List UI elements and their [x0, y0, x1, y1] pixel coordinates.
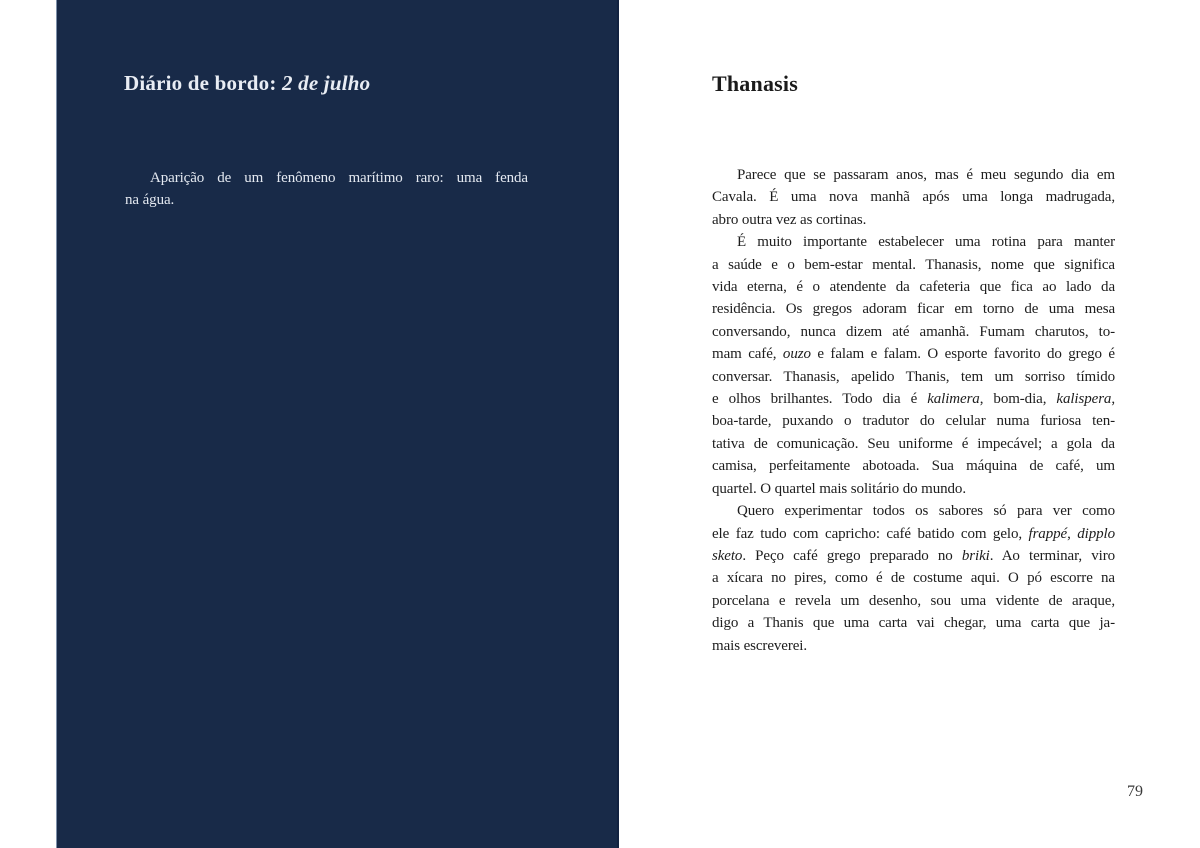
text-line: conversando, nunca dizem até amanhã. Fumam charutos, to-: [712, 323, 1115, 340]
text-line: mais escreverei.: [712, 637, 808, 654]
text-line: vida eterna, é o atendente da cafeteria que fica ao lado da: [712, 279, 1115, 296]
left-page-text: [125, 167, 528, 212]
text-line: mam café, ouzo e falam e falam. O esporte favorito do grego é: [712, 346, 1115, 363]
text-line: ele faz tudo com capricho: café batido com gelo, frappé, dipplo: [712, 525, 1115, 542]
text-line: abro outra vez as cortinas.: [712, 211, 867, 228]
text-line: Quero experimentar todos os sabores só para ver como: [737, 503, 1115, 520]
left-title-italic: 2 de julho: [281, 71, 371, 95]
text-line: conversar. Thanasis, apelido Thanis, tem um sorriso tímido: [712, 368, 1115, 385]
text-line: Aparição de um fenômeno marítimo raro: uma fenda: [150, 170, 528, 186]
left-page-title: [124, 71, 370, 96]
right-page: [621, 0, 1200, 848]
text-line: residência. Os gregos adoram ficar em torno de uma mesa: [712, 301, 1115, 318]
text-line: boa-tarde, puxando o tradutor do celular numa furiosa ten-: [712, 413, 1115, 430]
text-line: a saúde e o bem-estar mental. Thanasis, nome que significa: [712, 256, 1115, 273]
page-number: 79: [1127, 783, 1143, 800]
text-line: Parece que se passaram anos, mas é meu segundo dia em: [737, 167, 1115, 183]
right-page-title: Thanasis: [712, 71, 798, 96]
text-line: tativa de comunicação. Seu uniforme é impecável; a gola da: [712, 435, 1115, 452]
text-line: camisa, perfeitamente abotoada. Sua máquina de café, um: [712, 458, 1115, 475]
left-page: [56, 0, 619, 848]
text-line: a xícara no pires, como é de costume aqui. O pó escorre na: [712, 570, 1115, 587]
left-title-regular: Diário de bordo:: [124, 71, 282, 95]
text-line: É muito importante estabelecer uma rotina para manter: [737, 234, 1115, 251]
text-line: sketo. Peço café grego preparado no briki. Ao terminar, viro: [712, 547, 1115, 564]
text-line: porcelana e revela um desenho, sou uma vidente de araque,: [712, 592, 1115, 609]
text-line: e olhos brilhantes. Todo dia é kalimera, bom-dia, kalispera,: [712, 391, 1115, 408]
text-line: quartel. O quartel mais solitário do mundo.: [712, 480, 966, 497]
text-line: digo a Thanis que uma carta vai chegar, uma carta que ja-: [712, 615, 1115, 632]
text-line: Cavala. É uma nova manhã após uma longa madrugada,: [712, 189, 1115, 206]
text-line: na água.: [125, 192, 175, 209]
right-page-text: [712, 164, 1115, 657]
